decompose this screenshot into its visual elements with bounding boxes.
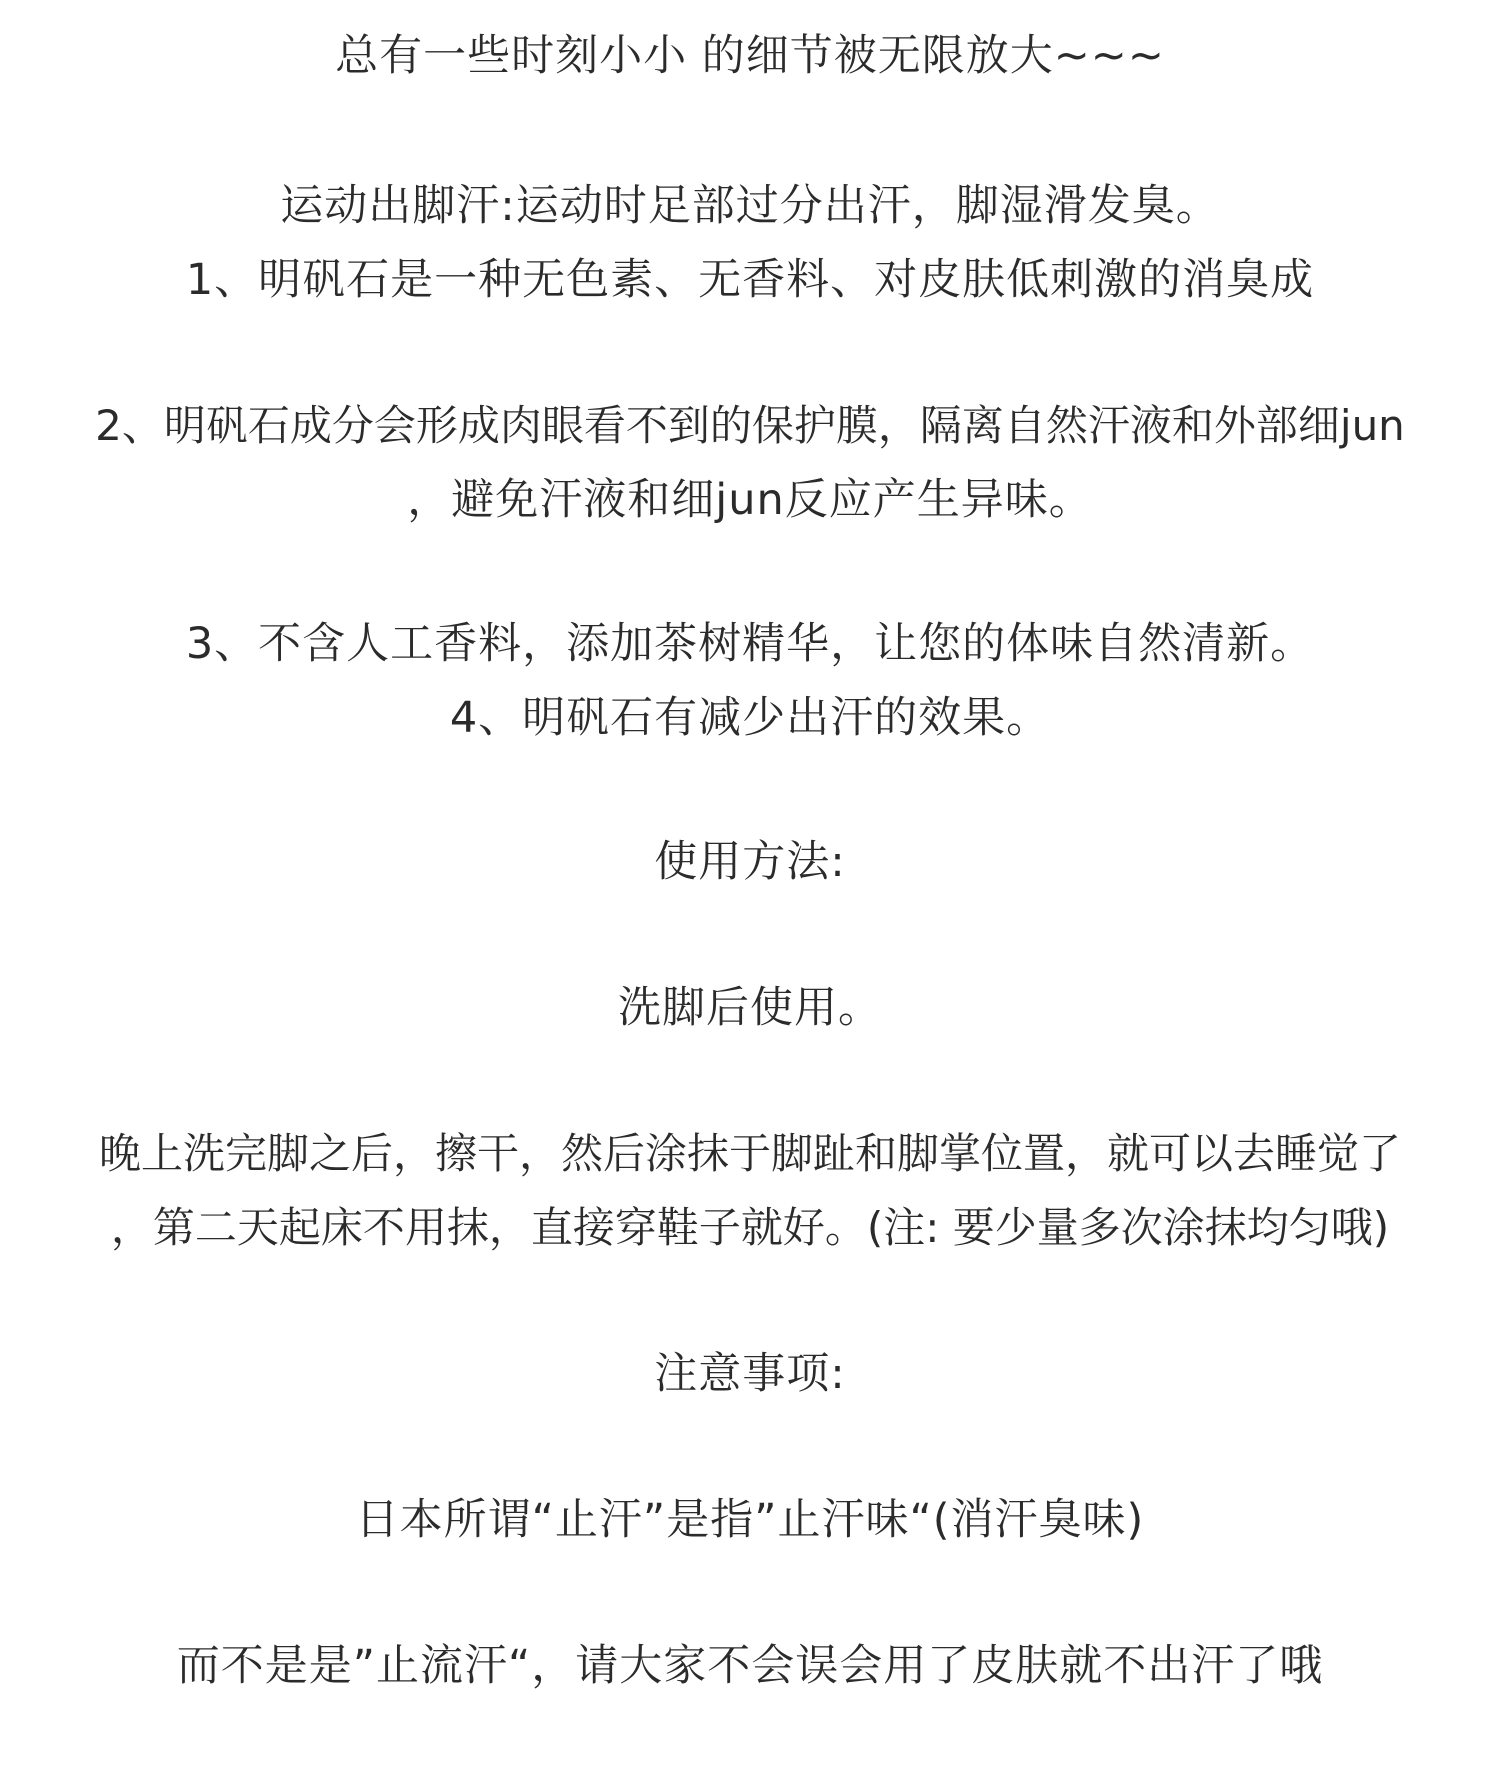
- usage-short: 洗脚后使用。: [618, 983, 882, 1033]
- intro-text: 运动出脚汗:运动时足部过分出汗，脚湿滑发臭。: [280, 181, 1220, 231]
- point-2-line-2: ，避免汗液和细jun反应产生异味。: [407, 475, 1093, 525]
- usage-line-1: 晚上洗完脚之后，擦干，然后涂抹于脚趾和脚掌位置，就可以去睡觉了: [98, 1129, 1401, 1178]
- point-2-line-1: 2、明矾石成分会形成肉眼看不到的保护膜，隔离自然汗液和外部细jun: [95, 401, 1405, 450]
- point-1: 1、明矾石是一种无色素、无香料、对皮肤低刺激的消臭成: [185, 255, 1315, 305]
- note-1: 日本所谓“止汗”是指”止汗味“(消汗臭味): [355, 1495, 1145, 1545]
- usage-line-2: ，第二天起床不用抹，直接穿鞋子就好。(注: 要少量多次涂抹均匀哦): [110, 1203, 1390, 1252]
- note-2: 而不是是”止流汗“，请大家不会误会用了皮肤就不出汗了哦: [176, 1641, 1324, 1691]
- usage-heading: 使用方法:: [654, 837, 846, 887]
- point-3: 3、不含人工香料，添加茶树精华，让您的体味自然清新。: [185, 619, 1315, 669]
- point-4: 4、明矾石有减少出汗的效果。: [449, 693, 1051, 743]
- document-title: 总有一些时刻小小 的细节被无限放大~~~: [335, 31, 1165, 81]
- notes-heading: 注意事项:: [654, 1349, 846, 1399]
